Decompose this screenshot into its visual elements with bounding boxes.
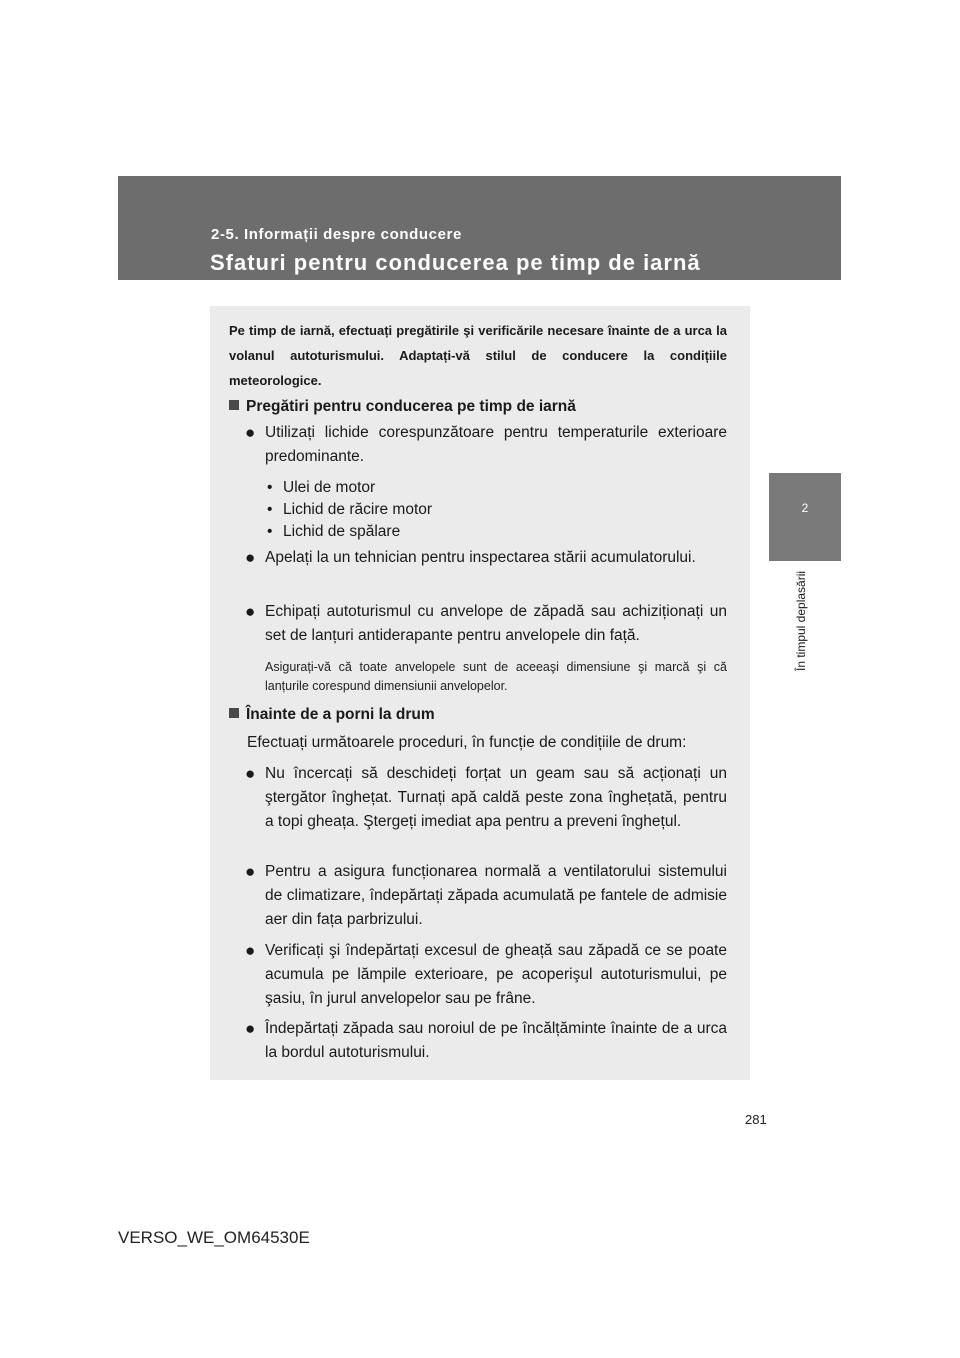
sub-item-text: Lichid de răcire motor	[283, 501, 433, 518]
heading-text: Înainte de a porni la drum	[246, 706, 435, 723]
section-heading-preparation	[229, 398, 576, 416]
chapter-label-area	[770, 563, 840, 693]
sub-bullet-icon: •	[267, 479, 273, 496]
sub-bullet-icon: •	[267, 501, 273, 518]
sub-item-text: Ulei de motor	[283, 479, 376, 496]
bullet-dot-icon: ●	[245, 1019, 256, 1038]
bullet-dot-icon: ●	[245, 941, 256, 960]
note-text: Asigurați-vă că toate anvelopele sunt de aceeaşi dimensiune şi marcă şi că lanțurile corespund dimensiunii anvelopelor.	[265, 660, 727, 693]
bullet-text: Echipați autoturismul cu anvelope de zăpadă sau achiziționați un set de lanțuri antiderapante pentru anvelopele din față.	[265, 603, 727, 644]
sub-item	[267, 477, 375, 499]
bullet-item	[245, 421, 727, 469]
sub-bullet-icon: •	[267, 523, 273, 540]
bullet-item	[245, 546, 727, 570]
chapter-tab[interactable]	[769, 473, 841, 561]
square-bullet-icon	[229, 400, 239, 410]
page-title: Sfaturi pentru conducerea pe timp de iarnă	[210, 250, 701, 275]
sub-item	[267, 499, 432, 521]
bullet-item	[245, 600, 727, 648]
section-intro: Efectuați următoarele proceduri, în funcție de condițiile de drum:	[247, 734, 687, 751]
bullet-item	[245, 762, 727, 834]
bullet-text: Nu încercați să deschideți forțat un geam sau să acționați un ştergător înghețat. Turnați apă caldă peste zona înghețată, pentru a topi gheața. Ştergeți imediat apa pentru a preveni înghețul.	[265, 765, 727, 830]
bullet-item	[245, 939, 727, 1011]
chapter-number: 2	[801, 501, 809, 515]
bullet-text: Verificați şi îndepărtați excesul de gheață sau zăpadă ce se poate acumula pe lămpile exterioare, pe acoperişul autoturismului, pe şasiu, în jurul anvelopelor sau pe frâne.	[265, 942, 727, 1007]
section-heading-before-driving	[229, 706, 435, 724]
document-code: VERSO_WE_OM64530E	[118, 1228, 310, 1247]
intro-text: Pe timp de iarnă, efectuați pregătirile şi verificările necesare înainte de a urca la volanul autoturismului. Adaptați-vă stilul de conducere la condițiile meteorologice.	[229, 323, 727, 388]
bullet-dot-icon: ●	[245, 602, 256, 621]
bullet-dot-icon: ●	[245, 862, 256, 881]
bullet-dot-icon: ●	[245, 423, 256, 442]
sub-item	[267, 521, 400, 543]
bullet-item	[245, 1017, 727, 1065]
page-number: 281	[745, 1112, 767, 1127]
sub-item-text: Lichid de spălare	[283, 523, 401, 540]
section-label: 2-5. Informații despre conducere	[211, 226, 462, 243]
bullet-dot-icon: ●	[245, 764, 256, 783]
square-bullet-icon	[229, 708, 239, 718]
bullet-dot-icon: ●	[245, 548, 256, 567]
bullet-item	[245, 860, 727, 932]
bullet-text: Utilizați lichide corespunzătoare pentru temperaturile exterioare predominante.	[265, 424, 727, 465]
bullet-text: Pentru a asigura funcționarea normală a ventilatorului sistemului de climatizare, îndepărtați zăpada acumulată pe fantele de admisie aer din fața parbrizului.	[265, 863, 727, 928]
bullet-text: Îndepărtați zăpada sau noroiul de pe încălțăminte înainte de a urca la bordul autoturismului.	[265, 1020, 727, 1061]
bullet-text: Apelați la un tehnician pentru inspectarea stării acumulatorului.	[265, 549, 696, 566]
heading-text: Pregătiri pentru conducerea pe timp de iarnă	[246, 398, 576, 415]
chapter-label: În timpul deplasării	[794, 570, 808, 671]
